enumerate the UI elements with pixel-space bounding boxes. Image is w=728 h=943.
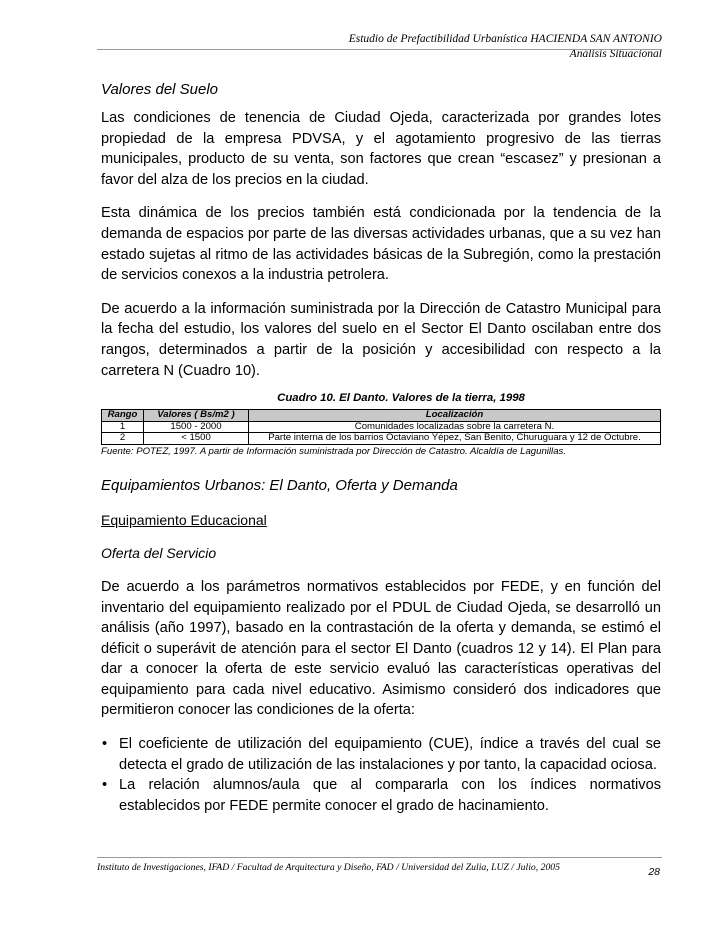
table-caption: Cuadro 10. El Danto. Valores de la tierra, 1998 xyxy=(277,392,525,405)
bullet-icon: • xyxy=(102,736,108,753)
page-header xyxy=(97,32,662,62)
column-header: Valores ( Bs/m2 ) xyxy=(144,410,249,422)
page-number: 28 xyxy=(648,866,660,878)
header-divider xyxy=(97,49,662,50)
footer-text: Instituto de Investigaciones, IFAD / Facultad de Arquitectura y Diseño, FAD / Universidad del Zulia, LUZ / Julio, 2005 xyxy=(97,862,560,873)
section-title-equipamientos: Equipamientos Urbanos: El Danto, Oferta y Demanda xyxy=(101,476,458,494)
table-row xyxy=(102,421,661,433)
bullet-list xyxy=(101,734,661,816)
header-title: Estudio de Prefactibilidad Urbanística HACIENDA SAN ANTONIO xyxy=(348,33,662,45)
subsection-title: Equipamiento Educacional xyxy=(101,511,267,528)
table-row xyxy=(102,433,661,445)
table-cell: 1500 - 2000 xyxy=(144,421,249,433)
footer-divider xyxy=(97,857,662,858)
table-source: Fuente: POTEZ, 1997. A partir de Información suministrada por Dirección de Catastro. Alcaldía de Lagunillas. xyxy=(101,445,566,457)
table-cell: Parte interna de los barrios Octaviano Yépez, San Benito, Churuguara y 12 de Octubre. xyxy=(249,433,661,445)
list-item xyxy=(101,775,661,816)
table-cell: 1 xyxy=(102,421,144,433)
header-subtitle: Análisis Situacional xyxy=(569,48,662,60)
list-item-text: El coeficiente de utilización del equipamiento (CUE), índice a través del cual se detecta el grado de utilización de las instalaciones y por tanto, la capacidad ociosa. xyxy=(119,736,661,773)
list-item xyxy=(101,734,661,775)
table-cell: 2 xyxy=(102,433,144,445)
column-header: Rango xyxy=(102,410,144,422)
column-header: Localización xyxy=(249,410,661,422)
paragraph: Esta dinámica de los precios también está condicionada por la tendencia de la demanda de espacios por parte de las diversas actividades urbanas, que a su vez han estado sujetas al ritmo de las actividades básicas de la Subregión, como la prestación de servicios conexos a la industria petrolera. xyxy=(101,205,661,284)
subsubsection-title: Oferta del Servicio xyxy=(101,544,217,561)
list-item-text: La relación alumnos/aula que al compararla con los índices normativos establecidos por FEDE permite conocer el grado de hacinamiento. xyxy=(119,777,661,814)
paragraph: De acuerdo a los parámetros normativos establecidos por FEDE, y en función del inventario del equipamiento realizado por el PDUL de Ciudad Ojeda, se desarrolló un análisis (año 1997), basado en la contrastación de la oferta y demanda, se estimó el déficit o superávit de atención para el sector El Danto (cuadros 12 y 14). El Plan para dar a conocer la oferta de este servicio evaluó las características operativas del equipamiento para cada nivel educativo. Asimismo consideró dos indicadores que permitieron conocer las condiciones de la oferta: xyxy=(101,578,661,719)
section-title-valores: Valores del Suelo xyxy=(101,81,219,98)
page-content xyxy=(101,80,661,816)
paragraph: Las condiciones de tenencia de Ciudad Ojeda, caracterizada por grandes lotes propiedad de la empresa PDVSA, y el agotamiento progresivo de las tierras municipales, producto de su venta, son factores que crean “escasez” y presionan a favor del alza de los precios en la ciudad. xyxy=(101,110,661,188)
bullet-icon: • xyxy=(102,777,108,794)
table-header-row xyxy=(102,410,661,422)
table-cell: Comunidades localizadas sobre la carretera N. xyxy=(249,421,661,433)
table-cell: < 1500 xyxy=(144,433,249,445)
paragraph: De acuerdo a la información suministrada por la Dirección de Catastro Municipal para la fecha del estudio, los valores del suelo en el Sector El Danto oscilaban entre dos rangos, determinados a partir de la posición y accesibilidad con respecto a la carretera N (Cuadro 10). xyxy=(101,300,661,379)
land-values-table xyxy=(101,409,661,445)
